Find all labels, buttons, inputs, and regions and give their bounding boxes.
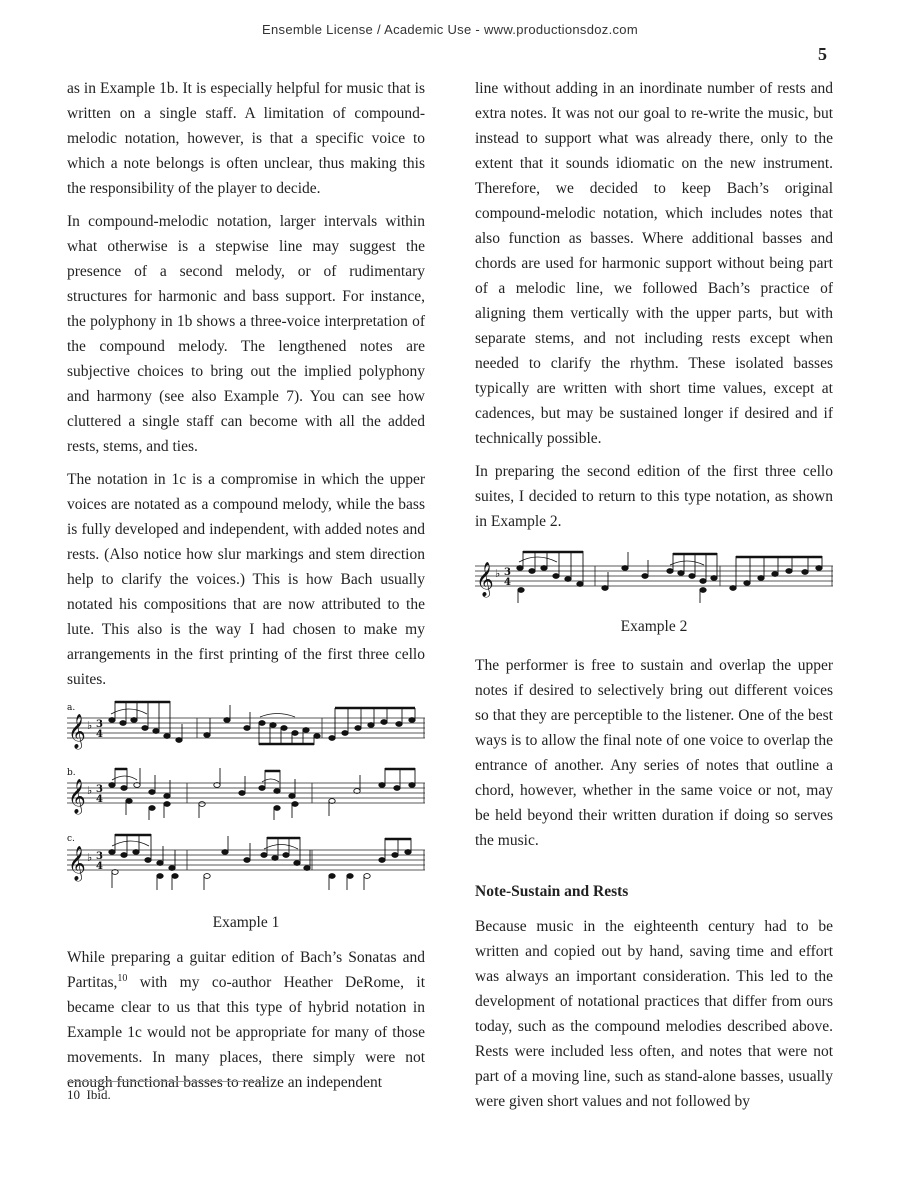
- license-header: Ensemble License / Academic Use - www.productionsdoz.com: [262, 22, 638, 37]
- time-signature-top: 3: [504, 567, 511, 578]
- footnote-reference[interactable]: 10: [117, 972, 128, 984]
- right-column: [475, 76, 833, 1122]
- treble-clef-icon: 𝄞: [68, 779, 86, 814]
- paragraph: Because music in the eighteenth century had to be written and copied out by hand, saving time and effort was always an important consideration. This led to the development of notational practices that differ from ours today, such as the compound melodies described above. Rests were included less often, and notes that were not part of a moving line, such as stand-alone basses, usually were given short values and not followed by: [475, 918, 833, 1110]
- time-signature-bottom: 4: [96, 794, 103, 805]
- paragraph: In compound-melodic notation, larger intervals within what otherwise is a stepwise line may suggest the presence of a second melody, or of rudimentary structures for harmonic and bass support. For instance, the polyphony in 1b shows a three-voice interpretation of the compound melody. The lengthened notes are subjective choices to bring out the implied polyphony and harmony (see also Example 7). You can see how cluttered a single staff can become with all the added rests, stems, and ties.: [67, 213, 425, 455]
- section-heading: Note-Sustain and Rests: [475, 883, 629, 900]
- music-staff-example-2: [475, 548, 833, 608]
- example-2-figure: [475, 548, 833, 639]
- notes-example-2: [517, 551, 822, 603]
- left-column: [67, 76, 425, 1103]
- example-label-b: b.: [67, 768, 76, 778]
- time-signature-bottom: 4: [96, 861, 103, 872]
- paragraph: as in Example 1b. It is especially helpful for music that is written on a single staff. A limitation of compound-melodic notation, however, is that a specific voice to which a note belongs is often unclear, thus making this the responsibility of the player to decide.: [67, 80, 425, 197]
- paragraph: While preparing a guitar edition of Bach’s Sonatas and Partitas,$^{10}$ with my co-author Heather DeRome, it became clear to us that this type of hybrid notation in Example 1c would not be appropriate for many of those movements. In many places, there simply were not enough functional basses to realize an independent: [67, 949, 425, 1091]
- flat-icon: ♭: [87, 719, 93, 732]
- time-signature-top: 3: [96, 784, 103, 795]
- treble-clef-icon: 𝄞: [68, 714, 86, 749]
- time-signature-bottom: 4: [504, 577, 511, 588]
- footnote: [67, 1087, 111, 1103]
- paragraph: line without adding in an inordinate number of rests and extra notes. It was not our goal to re-write the music, but instead to support what was already there, only to the extent that it sounds idiomatic on the new instrument. Therefore, we decided to keep Bach’s original compound-melodic notation, which includes notes that also function as basses. Where additional basses and chords are used for harmonic support without being part of a melodic line, we followed Bach’s practice of aligning them vertically with the upper parts, but with separate stems, and not including rests except when needed to clarify the rhythm. These isolated basses typically are written with short time values, except at cadences, but may be sustained longer if desired and if technically possible.: [475, 80, 833, 447]
- paragraph: The notation in 1c is a compromise in which the upper voices are notated as a compound melody, while the bass is fully developed and independent, with added notes and rests. (Also notice how slur markings and stem direction help to clarify the voices.) This is how Bach usually notated his compositions that are now attributed to the lute. This also is the way I had chosen to make my arrangements in the first printing of the first three cello suites.: [67, 471, 425, 688]
- time-signature-top: 3: [96, 719, 103, 730]
- flat-icon: ♭: [495, 567, 501, 580]
- time-signature-bottom: 4: [96, 729, 103, 740]
- treble-clef-icon: 𝄞: [476, 562, 494, 597]
- example-2-caption: Example 2: [620, 618, 688, 635]
- music-staff-example-1: [67, 700, 425, 910]
- flat-icon: ♭: [87, 784, 93, 797]
- notes-system-b: [109, 768, 415, 820]
- page-number: 5: [818, 44, 827, 64]
- footnote-number: 10: [67, 1087, 80, 1102]
- paragraph: In preparing the second edition of the first three cello suites, I decided to return to this type notation, as shown in Example 2.: [475, 463, 833, 530]
- example-1-caption: Example 1: [212, 914, 280, 931]
- footnote-text: Ibid.: [86, 1087, 111, 1102]
- notes-system-c: [109, 834, 411, 890]
- paragraph: The performer is free to sustain and overlap the upper notes if desired to selectively bring out different voices so that they are perceptible to the listener. One of the best ways is to allow the final note of one voice to overlap the entrance of another. Any series of notes that outline a chord, however, whether in the same voice or not, may be held beyond their written duration if doing so serves the music.: [475, 657, 833, 849]
- treble-clef-icon: 𝄞: [68, 846, 86, 881]
- footnote-divider: [67, 1081, 267, 1082]
- time-signature-top: 3: [96, 851, 103, 862]
- example-1-figure: [67, 700, 425, 935]
- example-label-c: c.: [67, 834, 75, 844]
- flat-icon: ♭: [87, 851, 93, 864]
- example-label-a: a.: [67, 703, 76, 713]
